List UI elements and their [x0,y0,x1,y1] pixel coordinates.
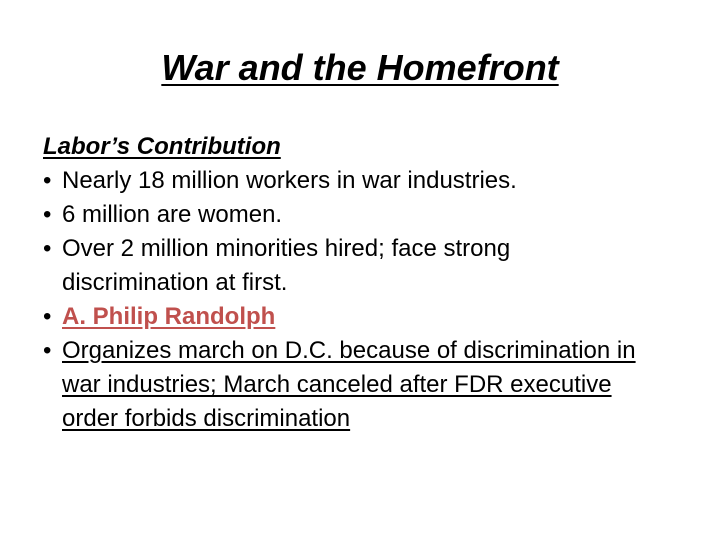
bullet-item [43,334,643,436]
bullet-text: Nearly 18 million workers in war industries. [62,167,517,194]
section-heading: Labor’s Contribution [43,133,281,160]
bullet-marker: • [43,201,52,228]
bullet-marker: • [43,235,52,262]
slide-title: War and the Homefront [161,47,559,88]
bullet-text: 6 million are women. [62,201,283,228]
bullet-item [43,198,643,232]
bullet-text: Over 2 million minorities hired; face strong discrimination at first. [62,235,511,296]
bullet-text: Organizes march on D.C. because of discrimination in war industries; March canceled after FDR executive order forbids discrimination [62,337,636,432]
bullet-marker: • [43,167,52,194]
slide-body [43,130,643,436]
bullet-marker: • [43,303,52,330]
bullet-item [43,164,643,198]
bullet-marker: • [43,337,52,364]
bullet-item [43,232,643,300]
bullet-item [43,300,643,334]
randolph-name: A. Philip Randolph [62,303,276,330]
